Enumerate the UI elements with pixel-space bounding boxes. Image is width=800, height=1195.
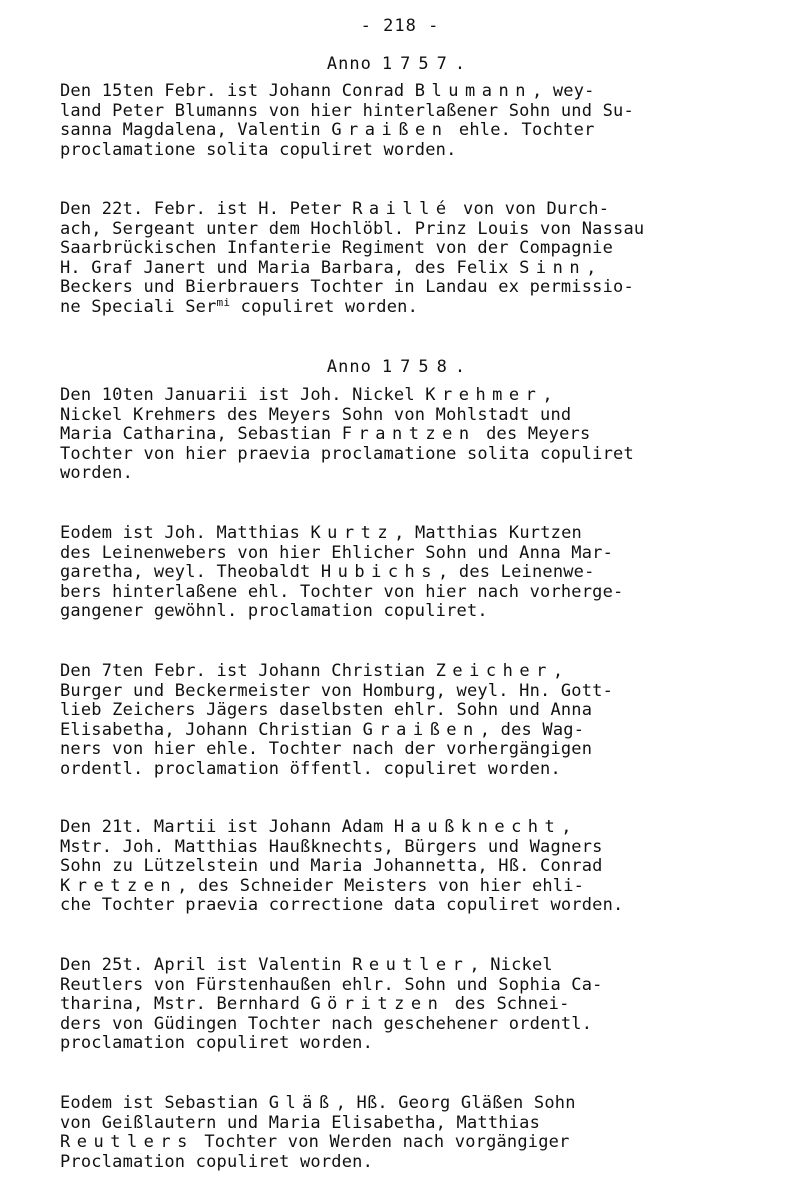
entry-text: Tochter von hier praevia proclamatione solita copuliret [60,443,634,464]
entry-line [60,760,780,780]
year-label: Anno [326,357,372,377]
entry-text: , [561,817,572,837]
entry-text: , wey- [531,81,595,101]
entry-line [60,386,780,406]
entry-text: , Hß. Georg Gläßen Sohn [335,1093,576,1113]
spaced-surname: Krehmer [425,385,543,405]
entry-text: von Geißlautern und Maria Elisabetha, Matthias [60,1112,541,1133]
entry-line [60,662,780,682]
marriage-entry [60,524,780,622]
marriage-entry [60,200,780,318]
entry-line [60,563,780,583]
spaced-surname: Kretzen [60,875,178,896]
entry-text: land Peter Blumanns von hier hinterlaßener Sohn und Su- [60,100,634,121]
entry-line [60,976,780,996]
spaced-surname: Reutlers [60,1132,194,1153]
entry-text: Proclamation copuliret worden. [60,1151,374,1172]
year-value: 1757. [381,54,474,74]
marriage-entry [60,1094,780,1172]
entry-text: Mstr. Joh. Matthias Haußknechts, Bürgers und Wagners [60,836,603,857]
spaced-surname: Gläß [268,1093,336,1113]
entry-line [60,1034,780,1054]
entry-line [60,857,780,877]
entry-line [60,278,780,298]
marriage-entry [60,386,780,484]
entry-text: proclamation copuliret worden. [60,1033,374,1054]
entry-text: Den 25t. April ist Valentin [60,955,353,975]
entry-text: ne Speciali Ser [60,296,217,317]
entry-line [60,956,780,976]
entry-line [60,141,780,161]
spaced-surname: Kurtz [310,523,395,543]
entry-text: Tochter von Werden nach vorgängiger [193,1132,570,1153]
entry-text: Burger und Beckermeister von Homburg, weyl. Hn. Gott- [60,680,614,701]
entry-line [60,200,780,220]
spaced-surname: Sinn [519,257,587,278]
entry-text: , des Leinenwe- [438,562,595,583]
entry-line [60,295,780,318]
entry-text: Beckers und Bierbrauers Tochter in Landau ex permissio- [60,277,634,298]
year-value: 1758. [381,357,474,377]
entry-text: von von Durch- [452,199,610,219]
entry-text: ners von hier ehle. Tochter nach der vorhergängigen [60,739,593,760]
entry-line [60,995,780,1015]
entry-text: , Matthias Kurtzen [394,523,582,543]
entry-line [60,259,780,279]
entry-text: Den 15ten Febr. ist Johann Conrad [60,81,415,101]
entry-text: gangener gewöhnl. proclamation copuliret. [60,601,488,622]
year-heading-1757 [0,54,800,74]
entry-text: ehle. Tochter [448,120,595,141]
entry-text: bers hinterlaßene ehl. Tochter von hier nach vorherge- [60,581,624,602]
entry-line [60,1133,780,1153]
entry-text: H. Graf Janert und Maria Barbara, des Felix [60,257,520,278]
superscript: mi [216,295,231,309]
entry-text: Eodem ist Joh. Matthias [60,523,311,543]
entry-text: Nickel Krehmers des Meyers Sohn von Mohlstadt und [60,404,572,425]
entry-line [60,740,780,760]
entry-line [60,602,780,622]
year-label: Anno [326,54,372,74]
entry-line [60,406,780,426]
entry-line [60,721,780,741]
entry-text: worden. [60,463,134,484]
entry-text: Den 10ten Januarii ist Joh. Nickel [60,385,426,405]
entry-line [60,464,780,484]
entry-text: , [542,385,553,405]
entry-text: Den 22t. Febr. ist H. Peter [60,199,353,219]
entry-line [60,896,780,916]
entry-text: des Schnei- [444,994,570,1015]
entry-text: sanna Magdalena, Valentin [60,120,332,141]
spaced-surname: Haußknecht [393,817,562,837]
entry-text: , Nickel [469,955,553,975]
entry-text: , des Wag- [479,719,585,740]
entry-text: Saarbrückischen Infanterie Regiment von der Compagnie [60,238,614,259]
entry-text: Sohn zu Lützelstein und Maria Johannetta, Hß. Conrad [60,856,603,877]
spaced-surname: Frantzen [341,424,476,445]
entry-text: garetha, weyl. Theobaldt [60,562,321,583]
entry-text: Den 7ten Febr. ist Johann Christian [60,661,436,681]
entry-line [60,838,780,858]
spaced-surname: Göritzen [310,994,445,1015]
entry-text: Eodem ist Sebastian [60,1093,269,1113]
entry-line [60,877,780,897]
entry-line [60,583,780,603]
entry-line [60,818,780,838]
entry-line [60,445,780,465]
marriage-entry [60,818,780,916]
year-heading-1758 [0,357,800,377]
entry-text: , [552,661,564,681]
entry-text: , des Schneider Meisters von hier ehli- [177,875,585,896]
entry-text: Reutlers von Fürstenhaußen ehlr. Sohn und Sophia Ca- [60,974,603,995]
entry-text: des Leinenwebers von hier Ehlicher Sohn und Anna Mar- [60,542,614,563]
spaced-surname: Blumann [414,81,532,101]
entry-line [60,1114,780,1134]
entry-text: Den 21t. Martii ist Johann Adam [60,817,394,837]
spaced-surname: Hubichs [320,562,439,583]
entry-text: lieb Zeichers Jägers daselbsten ehlr. Sohn und Anna [60,700,593,721]
entry-line [60,544,780,564]
entry-line [60,220,780,240]
entry-line [60,524,780,544]
spaced-surname: Raillé [352,199,453,219]
entry-line [60,121,780,141]
entry-text: ordentl. proclamation öffentl. copuliret worden. [60,758,561,779]
marriage-entry [60,662,780,780]
entry-line [60,102,780,122]
marriage-entry [60,956,780,1054]
spaced-surname: Graißen [331,120,449,141]
entry-line [60,1015,780,1035]
entry-text: Elisabetha, Johann Christian [60,719,363,740]
entry-text: che Tochter praevia correctione data copuliret worden. [60,895,624,916]
entry-line [60,1094,780,1114]
entry-text: proclamatione solita copuliret worden. [60,139,457,160]
entry-line [60,701,780,721]
entry-text: ach, Sergeant unter dem Hochlöbl. Prinz Louis von Nassau [60,218,645,239]
entry-line [60,239,780,259]
entry-text: copuliret worden. [230,296,419,317]
entry-text: des Meyers [475,424,591,445]
entry-line [60,82,780,102]
entry-text: Maria Catharina, Sebastian [60,424,342,445]
entry-line [60,1153,780,1173]
spaced-surname: Zeicher [435,661,553,681]
entry-text: , [586,257,597,278]
entry-text: tharina, Mstr. Bernhard [60,994,311,1015]
entry-line [60,682,780,702]
marriage-entry [60,82,780,160]
entry-text: ders von Güdingen Tochter nach geschehener ordentl. [60,1013,593,1034]
spaced-surname: Graißen [362,719,480,740]
entry-line [60,425,780,445]
spaced-surname: Reutler [352,955,470,975]
page-number: - 218 - [360,16,440,36]
